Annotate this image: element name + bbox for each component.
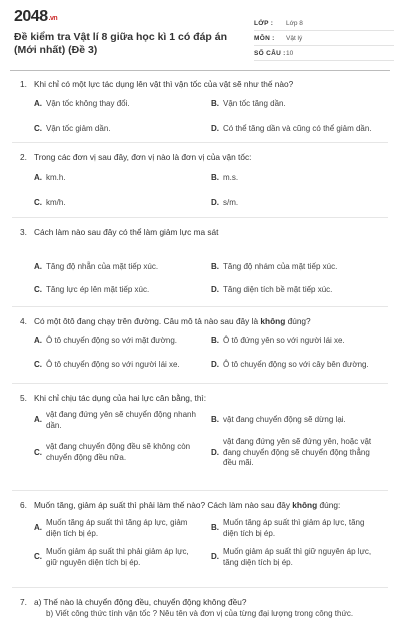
question-number: 3.: [20, 227, 27, 237]
meta-row-class: LỚP : Lớp 8: [254, 16, 394, 31]
question-text: Muốn tăng, giảm áp suất thì phải làm thế nào? Cách làm nào sau đây không đúng:: [34, 500, 341, 510]
question-subtext: b) Viết công thức tính vận tốc ? Nêu tên và đơn vị của từng đại lượng trong công thức.: [46, 609, 354, 618]
option-c[interactable]: C. Muốn giảm áp suất thì phải giảm áp lực, giữ nguyên diện tích bị ép.: [34, 547, 189, 567]
page-header: [0, 0, 400, 66]
question-5: [0, 384, 400, 490]
option-c[interactable]: C. vật đang chuyển động đều sẽ không còn chuyển động đều nữa.: [34, 442, 191, 462]
option-c[interactable]: C. Ô tô chuyển động so với người lái xe.: [34, 359, 180, 369]
option-d[interactable]: D. s/m.: [211, 197, 239, 207]
question-number: 2.: [20, 152, 27, 162]
option-d[interactable]: D. Muốn giảm áp suất thì giữ nguyên áp lực, tăng diện tích bị ép.: [211, 547, 372, 567]
option-c[interactable]: C. Tăng lực ép lên mặt tiếp xúc.: [34, 284, 150, 294]
option-a[interactable]: A. Vận tốc không thay đổi.: [34, 99, 130, 108]
option-a[interactable]: A. km.h.: [34, 173, 66, 182]
option-a[interactable]: A. Ô tô chuyển động so với mặt đường.: [34, 336, 178, 345]
page-title: Đề kiểm tra Vật lí 8 giữa học kì 1 có đáp án (Mới nhất) (Đề 3): [14, 31, 228, 56]
question-number: 4.: [20, 316, 27, 326]
question-4: [0, 307, 400, 383]
option-d[interactable]: D. vật đang đứng yên sẽ đứng yên, hoặc vật đang chuyển động sẽ chuyển động thẳng đều mãi.: [211, 437, 372, 467]
question-number: 7.: [20, 597, 27, 607]
meta-row-subject: MÔN : Vật lý: [254, 31, 394, 46]
question-list: [0, 78, 400, 619]
meta-row-count: SỐ CÂU : 10: [254, 46, 394, 61]
question-3: [0, 218, 400, 306]
question-number: 1.: [20, 79, 27, 89]
question-number: 5.: [20, 393, 27, 403]
question-1: [0, 78, 400, 142]
question-2: [0, 143, 400, 217]
option-b[interactable]: B. Tăng độ nhám của mặt tiếp xúc.: [211, 262, 338, 271]
option-d[interactable]: D. Có thể tăng dần và cũng có thể giảm dần.: [211, 123, 372, 133]
question-text: a) Thế nào là chuyển động đều, chuyển động không đều?: [34, 597, 247, 607]
option-b[interactable]: B. m.s.: [211, 173, 239, 182]
question-text: Khi chỉ có một lực tác dụng lên vật thì vận tốc của vật sẽ như thế nào?: [34, 79, 294, 89]
option-d[interactable]: D. Ô tô chuyển động so với cây bên đường.: [211, 359, 369, 369]
option-b[interactable]: B. Ô tô đứng yên so với người lái xe.: [211, 336, 345, 345]
question-text: Có một ôtô đang chạy trên đường. Câu mô tả nào sau đây là không đúng?: [34, 316, 311, 326]
question-6: [0, 491, 400, 587]
option-b[interactable]: B. vật đang chuyển động sẽ dừng lại.: [211, 415, 346, 425]
option-b[interactable]: B. Muốn tăng áp suất thì giảm áp lực, tăng diện tích bị ép.: [211, 518, 365, 538]
option-a[interactable]: A. Muốn tăng áp suất thì tăng áp lực, giảm diện tích bị ép.: [34, 518, 188, 538]
question-text: Trong các đơn vị sau đây, đơn vị nào là đơn vị của vận tốc:: [34, 152, 252, 162]
question-text: Cách làm nào sau đây có thể làm giảm lực ma sát: [34, 227, 219, 237]
option-b[interactable]: B. Vận tốc tăng dần.: [211, 99, 286, 108]
option-d[interactable]: D. Tăng diện tích bề mặt tiếp xúc.: [211, 284, 333, 294]
option-a[interactable]: A. Tăng độ nhẵn của mặt tiếp xúc.: [34, 262, 159, 271]
site-logo[interactable]: 2048.vn: [14, 8, 58, 25]
header-divider: [10, 70, 390, 71]
quiz-meta: [254, 16, 394, 61]
question-number: 6.: [20, 500, 27, 510]
question-7: [0, 588, 400, 619]
question-text: Khi chỉ chịu tác dụng của hai lực cân bằng, thì:: [34, 393, 207, 403]
option-c[interactable]: C. km/h.: [34, 197, 66, 207]
option-c[interactable]: C. Vận tốc giảm dần.: [34, 123, 111, 133]
option-a[interactable]: A. vật đang đứng yên sẽ chuyển động nhanh dần.: [34, 410, 196, 430]
